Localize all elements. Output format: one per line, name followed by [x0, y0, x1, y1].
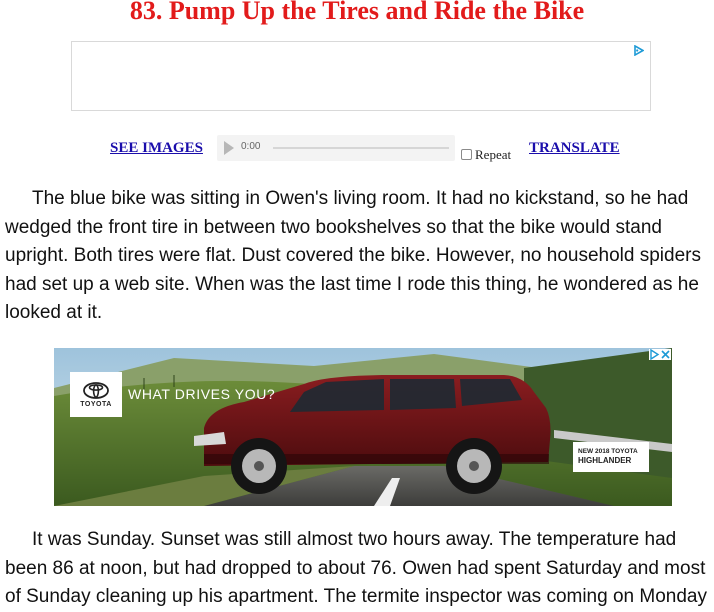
toyota-logo [70, 372, 122, 417]
car-wheel-front [231, 438, 287, 494]
badge-line-1: NEW 2018 TOYOTA [578, 448, 638, 455]
close-icon [662, 351, 669, 358]
car-wheel-rear [446, 438, 502, 494]
translate-link[interactable]: TRANSLATE [529, 140, 620, 156]
model-badge [573, 442, 649, 472]
repeat-label: Repeat [475, 147, 512, 162]
adchoices-icon [651, 350, 658, 359]
audio-player[interactable] [217, 135, 455, 161]
repeat-checkbox[interactable] [461, 149, 472, 160]
ad-close-controls[interactable] [649, 349, 671, 360]
play-icon[interactable] [224, 141, 234, 155]
car-ad-image [54, 348, 672, 506]
story-paragraph-2-text: It was Sunday. Sunset was still almost two hours away. The temperature had been 86 at noon, but had dropped to about 76. Owen had spent Saturday and most of Sunday cleaning up his apartment. The termite inspector was coming on Monday [5, 529, 707, 607]
story-paragraph [5, 185, 711, 328]
story-paragraph [5, 526, 711, 612]
progress-track[interactable] [273, 147, 449, 149]
adchoices-icon[interactable] [633, 45, 644, 56]
repeat-option[interactable] [461, 147, 511, 163]
toyota-brand: TOYOTA [80, 400, 112, 408]
see-images-link[interactable]: SEE IMAGES [110, 140, 203, 156]
page-title: 83. Pump Up the Tires and Ride the Bike [129, 0, 585, 25]
car-ad-banner[interactable] [54, 348, 672, 506]
audio-controls-row [0, 132, 714, 164]
story-paragraph-1-text: The blue bike was sitting in Owen's living room. It had no kickstand, so he had wedged the front tire in between two bookshelves so that the bike would stand upright. Both tires were flat. Dust covered the bike. However, no household spiders had set up a web site. When was the last time I rode this thing, he wondered as he looked at it. [5, 188, 701, 323]
player-time: 0:00 [241, 141, 261, 152]
ad-tagline: WHAT DRIVES YOU? [128, 386, 276, 402]
top-ad-banner[interactable] [71, 41, 651, 111]
toyota-emblem-icon [83, 382, 109, 399]
badge-line-2: HIGHLANDER [578, 456, 632, 465]
